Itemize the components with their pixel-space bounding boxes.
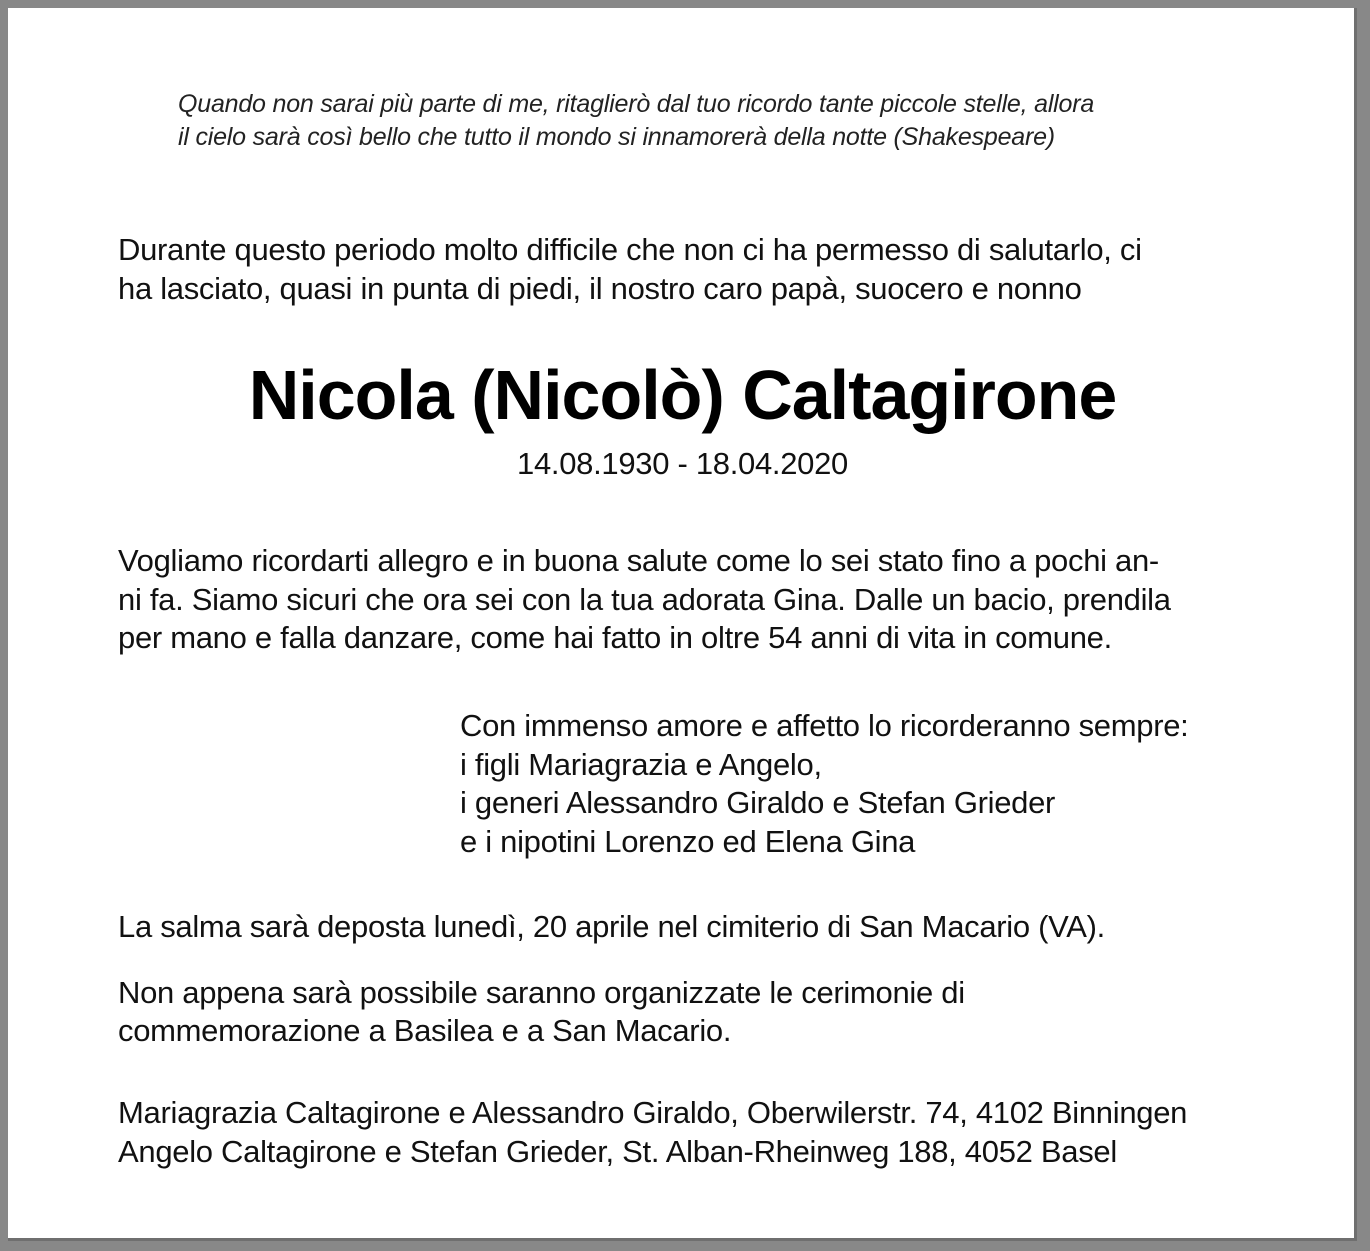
life-dates: 14.08.1930 - 18.04.2020 [517, 446, 848, 481]
intro-line: ha lasciato, quasi in punta di piedi, il nostro caro papà, suocero e nonno [118, 271, 1082, 306]
remembrance-line: per mano e falla danzare, come hai fatto in oltre 54 anni di vita in comune. [118, 620, 1112, 655]
shakespeare-quote [178, 88, 1278, 154]
quote-line: Quando non sarai più parte di me, ritaglierò dal tuo ricordo tante piccole stelle, allora [178, 90, 1095, 118]
contact-addresses [118, 1093, 1318, 1171]
ceremony-notice [118, 974, 1288, 1050]
family-signature [460, 707, 1320, 861]
intro-line: Durante questo periodo molto difficile che non ci ha permesso di salutarlo, ci [118, 232, 1142, 267]
address-line: Angelo Caltagirone e Stefan Grieder, St. Alban-Rheinweg 188, 4052 Basel [118, 1134, 1117, 1169]
remembrance-line: ni fa. Siamo sicuri che ora sei con la tua adorata Gina. Dalle un bacio, prendila [118, 581, 1171, 617]
intro-paragraph [118, 230, 1288, 308]
ceremony-line: Non appena sarà possibile saranno organizzate le cerimonie di [118, 975, 965, 1010]
family-line: Con immenso amore e affetto lo ricorderanno sempre: [460, 708, 1189, 743]
ceremony-line: commemorazione a Basilea e a San Macario. [118, 1013, 732, 1048]
family-line: i generi Alessandro Giraldo e Stefan Grieder [460, 785, 1056, 820]
burial-notice: La salma sarà deposta lunedì, 20 aprile nel cimiterio di San Macario (VA). [118, 909, 1105, 944]
address-line: Mariagrazia Caltagirone e Alessandro Giraldo, Oberwilerstr. 74, 4102 Binningen [118, 1095, 1188, 1130]
deceased-name: Nicola (Nicolò) Caltagirone [248, 356, 1117, 434]
family-line: i figli Mariagrazia e Angelo, [460, 746, 822, 782]
remembrance-paragraph [118, 542, 1288, 658]
remembrance-line: Vogliamo ricordarti allegro e in buona salute come lo sei stato fino a pochi an- [118, 543, 1159, 578]
quote-line: il cielo sarà così bello che tutto il mondo si innamorerà della notte (Shakespeare) [178, 123, 1055, 151]
obituary-notice [8, 8, 1357, 1241]
family-line: e i nipotini Lorenzo ed Elena Gina [460, 823, 916, 859]
